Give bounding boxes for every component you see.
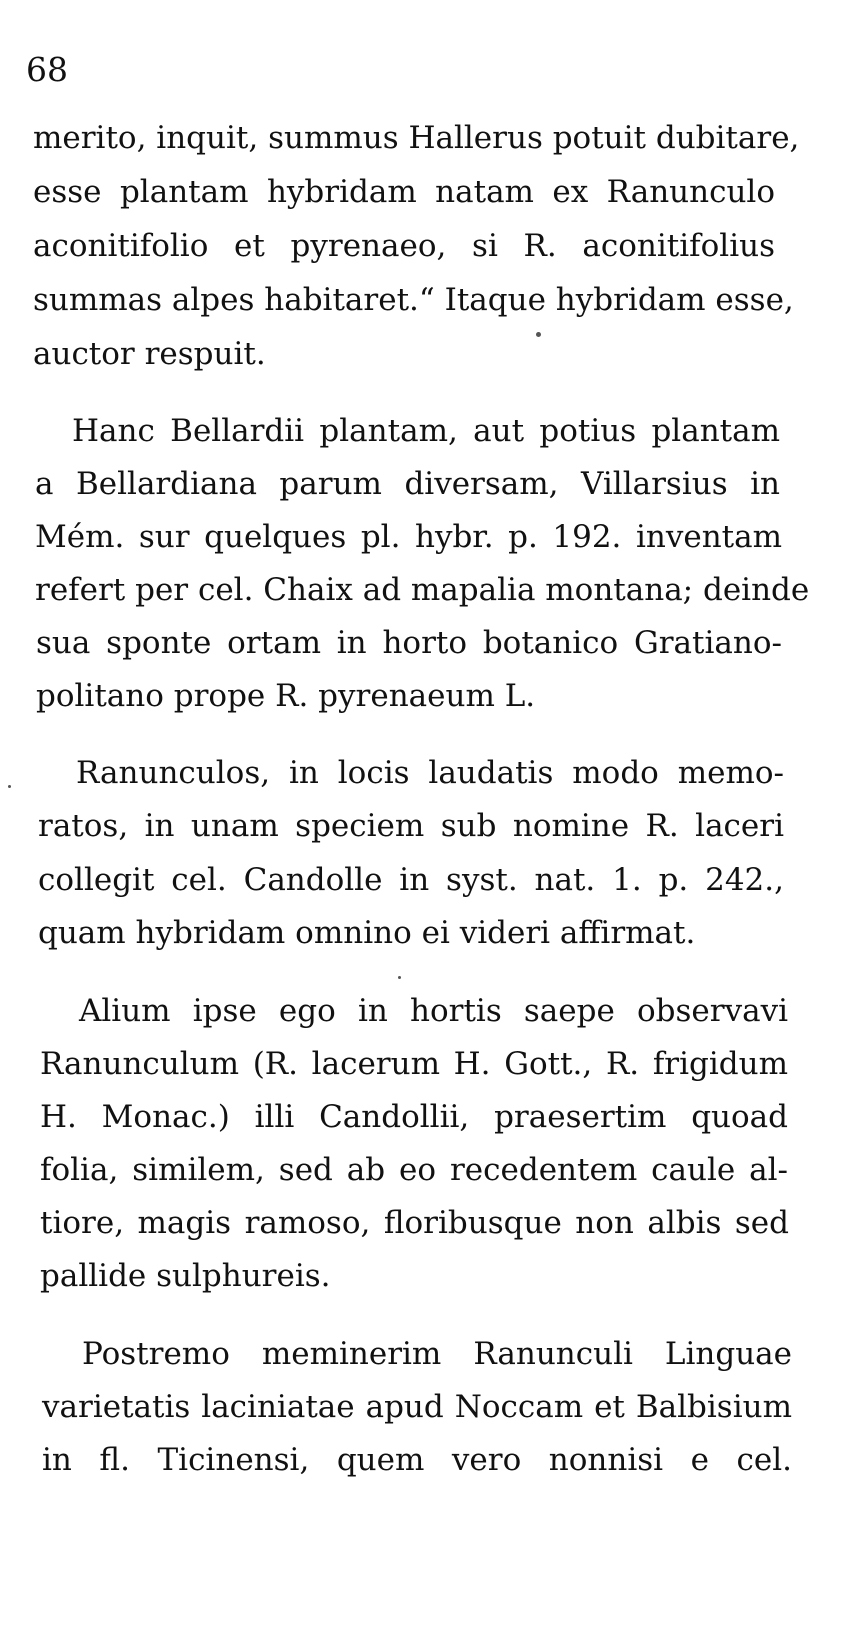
text-line: varietatis laciniatae apud Noccam et Balbisium (42, 1389, 792, 1425)
paper-speck (536, 332, 541, 337)
text-line: refert per cel. Chaix ad mapalia montana; deinde (35, 572, 810, 608)
text-line: summas alpes habitaret.“ Itaque hybridam esse, (33, 282, 794, 318)
text-line: H. Monac.) illi Candollii, praesertim quoad (40, 1099, 788, 1135)
text-line: Ranunculum (R. lacerum H. Gott., R. frigidum (40, 1046, 788, 1082)
text-line: esse plantam hybridam natam ex Ranunculo (33, 174, 775, 210)
text-line: Alium ipse ego in hortis saepe observavi (79, 993, 788, 1029)
text-line: a Bellardiana parum diversam, Villarsius in (35, 466, 780, 502)
text-line: merito, inquit, summus Hallerus potuit dubitare, (33, 120, 800, 156)
text-line: auctor respuit. (33, 336, 266, 372)
text-line: quam hybridam omnino ei videri affirmat. (38, 915, 696, 951)
text-line: pallide sulphureis. (40, 1258, 331, 1294)
text-line: politano prope R. pyrenaeum L. (36, 678, 536, 714)
text-line: aconitifolio et pyrenaeo, si R. aconitifolius (33, 228, 775, 264)
page-number: 68 (26, 50, 68, 89)
text-line: folia, similem, sed ab eo recedentem caule al- (40, 1152, 788, 1188)
text-line: in fl. Ticinensi, quem vero nonnisi e cel. (42, 1442, 792, 1478)
text-line: tiore, magis ramoso, floribusque non albis sed (40, 1205, 789, 1241)
text-line: ratos, in unam speciem sub nomine R. laceri (38, 808, 784, 844)
text-line: collegit cel. Candolle in syst. nat. 1. p. 242., (38, 862, 784, 898)
text-line: sua sponte ortam in horto botanico Gratiano- (36, 625, 782, 661)
paper-speck (398, 976, 401, 979)
paper-speck (8, 785, 11, 788)
text-line: Ranunculos, in locis laudatis modo memo- (76, 755, 784, 791)
text-line: Postremo meminerim Ranunculi Linguae (82, 1336, 792, 1372)
text-line: Hanc Bellardii plantam, aut potius plantam (72, 413, 780, 449)
text-line: Mém. sur quelques pl. hybr. p. 192. inventam (35, 519, 782, 555)
